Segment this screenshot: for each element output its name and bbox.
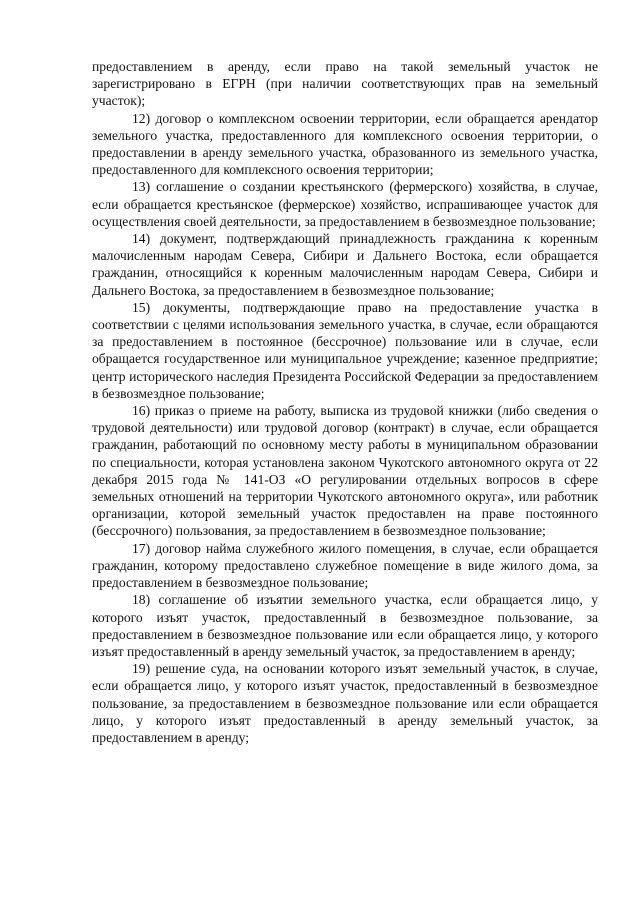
paragraph-item-16: 16) приказ о приеме на работу, выписка из трудовой книжки (либо сведения о трудовой деятельности) или трудовой договор (контракт) в случае, если обращается гражданин, работающий по основному месту работы в муниципальном образовании по специальности, которая установлена законом Чукотского автономного округа от 22 декабря 2015 года № 141-ОЗ «О регулировании отдельных вопросов в сфере земельных отношений на территории Чукотского автономного округа», или работник организации, которой земельный участок предоставлен на праве постоянного (бессрочного) пользования, за предоставлением в безвозмездное пользование; (92, 403, 598, 539)
paragraph-item-19: 19) решение суда, на основании которого изъят земельный участок, в случае, если обращается лицо, у которого изъят участок, предоставленный в безвозмездное пользование, за предоставлением в безвозмездное пользование или если обращается лицо, у которого изъят предоставленный в аренду земельный участок, за предоставлением в аренду; (92, 661, 598, 745)
paragraph-item-15: 15) документы, подтверждающие право на предоставление участка в соответствии с целями использования земельного участка, в случае, если обращаются за предоставлением в постоянное (бессрочное) пользование или в случае, если обращается государственное или муниципальное учреждение; казенное предприятие; центр исторического наследия Президента Российской Федерации за предоставлением в безвозмездное пользование; (92, 299, 598, 401)
paragraph-item-13: 13) соглашение о создании крестьянского (фермерского) хозяйства, в случае, если обращается крестьянское (фермерское) хозяйство, испрашивающее участок для осуществления своей деятельности, за предоставлением в безвозмездное пользование; (92, 179, 598, 229)
paragraph-item-12: 12) договор о комплексном освоении территории, если обращается арендатор земельного участка, предоставленного для комплексного освоения территории, о предоставлении в аренду земельного участка, образованного из земельного участка, предоставленного для комплексного освоения территории; (92, 110, 598, 178)
paragraph-item-18: 18) соглашение об изъятии земельного участка, если обращается лицо, у которого изъят участок, предоставленный в безвозмездное пользование, за предоставлением в безвозмездное пользование или если обращается лицо, у которого изъят предоставленный в аренду земельный участок, за предоставлением в аренду; (92, 592, 598, 659)
paragraph-item-17: 17) договор найма служебного жилого помещения, в случае, если обращается гражданин, которому предоставлено служебное помещение в виде жилого дома, за предоставлением в безвозмездное пользование; (92, 540, 598, 591)
paragraph-item-14: 14) документ, подтверждающий принадлежность гражданина к коренным малочисленным народам Севера, Сибири и Дальнего Востока, если обращается гражданин, относящийся к коренным малочисленным народам Севера, Сибири и Дальнего Востока, за предоставлением в безвозмездное пользование; (92, 231, 598, 298)
paragraph-continuation: предоставлением в аренду, если право на такой земельный участок не зарегистрировано в ЕГРН (при наличии соответствующих прав на земельный участок); (92, 59, 598, 109)
